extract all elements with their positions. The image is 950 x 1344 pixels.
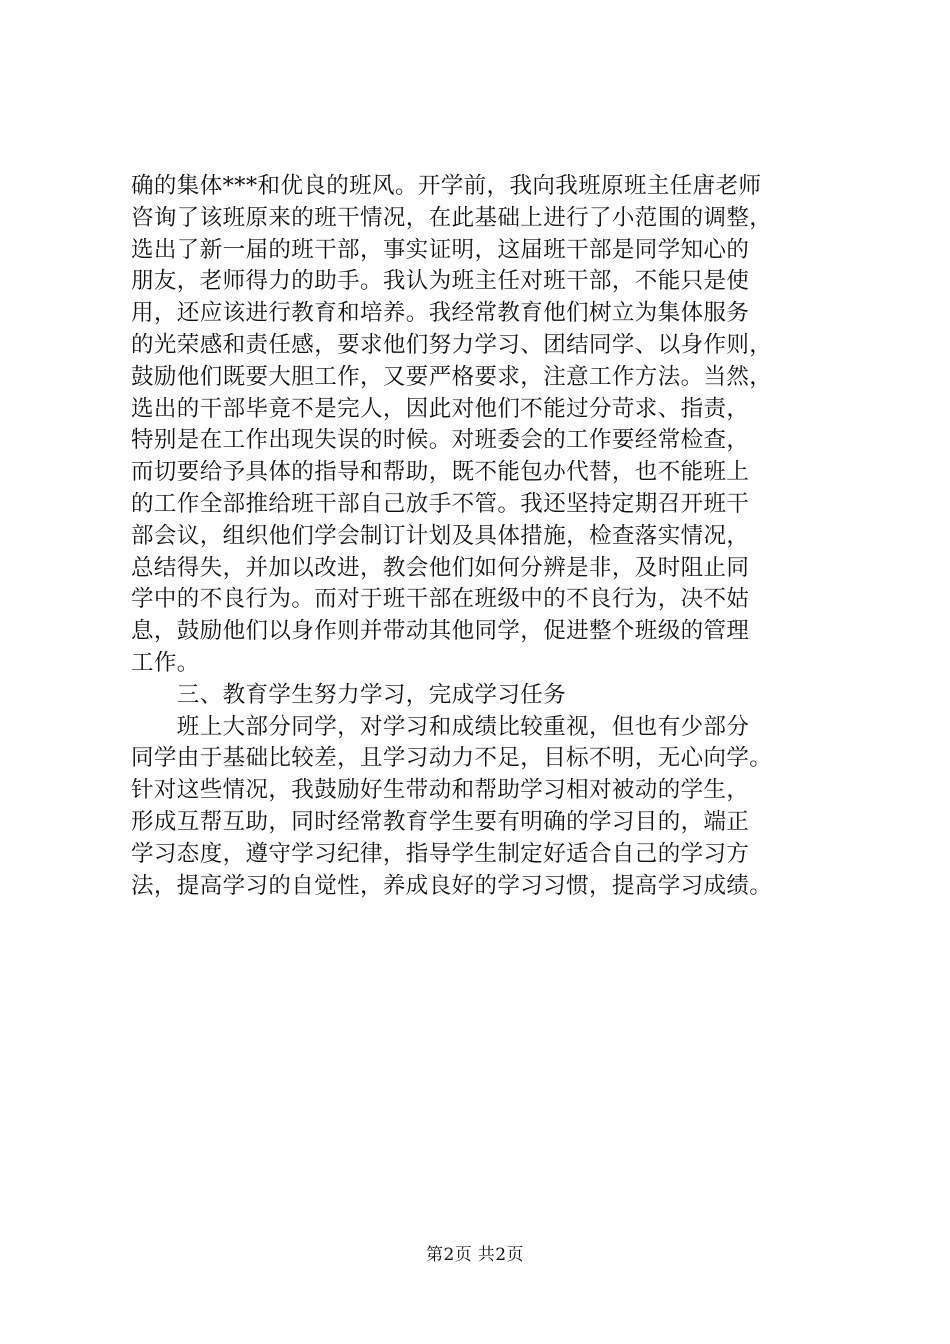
text-line: 法，提高学习的自觉性，养成良好的学习习惯，提高学习成绩。 [131,872,773,899]
text-line: 用，还应该进行教育和培养。我经常教育他们树立为集体服务 [131,300,750,327]
text-line: 而切要给予具体的指导和帮助，既不能包办代替，也不能班上 [131,459,750,486]
text-line: 息，鼓励他们以身作则并带动其他同学，促进整个班级的管理 [131,618,750,645]
document-body [131,171,861,902]
text-line: 总结得失，并加以改进，教会他们如何分辨是非，及时阻止同 [131,554,750,581]
text-line: 部会议，组织他们学会制订计划及具体措施，检查落实情况， [131,522,750,549]
text-line: 形成互帮互助，同时经常教育学生要有明确的学习目的，端正 [131,808,750,835]
text-line: 朋友，老师得力的助手。我认为班主任对班干部，不能只是使 [131,268,750,295]
text-line: 学中的不良行为。而对于班干部在班级中的不良行为，决不姑 [131,586,750,613]
text-line: 同学由于基础比较差，且学习动力不足，目标不明，无心向学。 [131,745,773,772]
text-line: 针对这些情况，我鼓励好生带动和帮助学习相对被动的学生， [131,777,750,804]
text-line: 选出了新一届的班干部，事实证明，这届班干部是同学知心的 [131,236,750,263]
text-line: 工作。 [131,649,200,676]
text-line: 鼓励他们既要大胆工作，又要严格要求，注意工作方法。当然， [131,363,773,390]
text-line: 学习态度，遵守学习纪律，指导学生制定好适合自己的学习方 [131,840,750,867]
text-line: 班上大部分同学，对学习和成绩比较重视，但也有少部分 [131,713,750,740]
page-total: 共2页 [477,1245,525,1265]
text-line: 咨询了该班原来的班干情况，在此基础上进行了小范围的调整， [131,204,773,231]
text-line: 的光荣感和责任感，要求他们努力学习、团结同学、以身作则， [131,331,773,358]
text-line: 确的集体***和优良的班风。开学前，我向我班原班主任唐老师 [131,173,762,199]
page-number: 第2页 [425,1245,473,1265]
text-line: 特别是在工作出现失误的时候。对班委会的工作要经常检查， [131,427,750,454]
section-heading: 三、教育学生努力学习，完成学习任务 [131,681,567,708]
text-line: 选出的干部毕竟不是完人，因此对他们不能过分苛求、指责， [131,395,750,422]
page-footer [0,1243,950,1267]
text-line: 的工作全部推给班干部自己放手不管。我还坚持定期召开班干 [131,490,750,517]
